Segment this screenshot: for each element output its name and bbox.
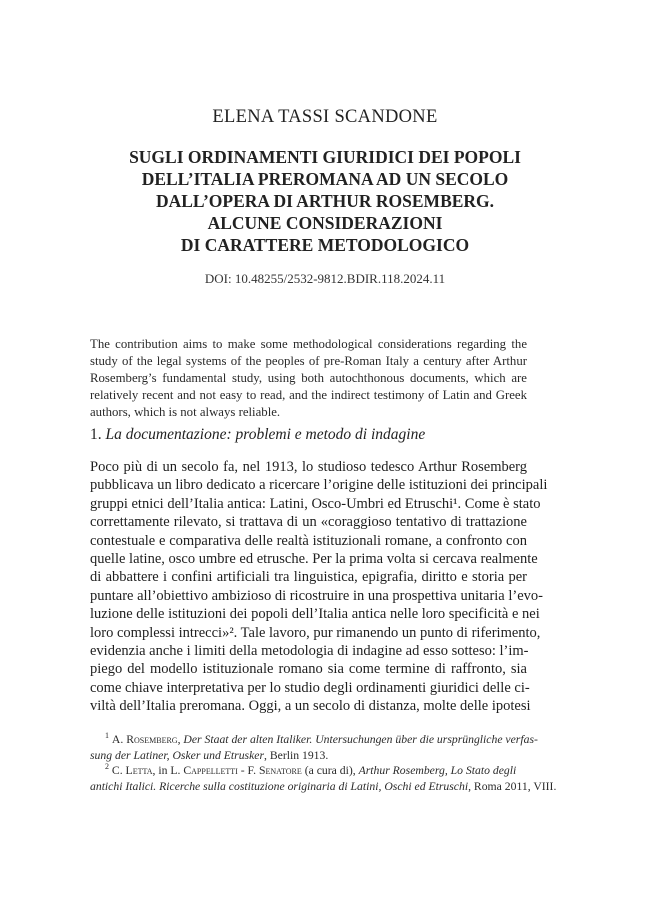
title-line: ALCUNE CONSIDERAZIONI xyxy=(207,213,443,233)
footnote-2 xyxy=(90,763,527,779)
body-line: quelle latine, osco umbre ed etrusche. Per la prima volta si cercava realmente xyxy=(90,550,538,567)
footnote-2-cont xyxy=(90,779,557,795)
footnote-text: , in L. xyxy=(152,764,184,777)
body-line: viltà dell’Italia preromana. Oggi, a un secolo di distanza, molte delle ipotesi xyxy=(90,698,531,715)
title-line: DI CARATTERE METODOLOGICO xyxy=(180,235,470,255)
abstract: The contribution aims to make some methodological considerations regarding the study of the legal systems of the peoples of pre-Roman Italy a century after Arthur Rosemberg’s fundamental study, using both autochthonous documents, which are relatively recent and not easy to read, and the indirect testimony of Latin and Greek authors, which is not always reliable. xyxy=(90,337,527,419)
body-text xyxy=(90,458,548,715)
body-line: pubblicava un libro dedicato a ricercare l’origine delle istituzioni dei principali xyxy=(90,477,548,494)
footnote-1-cont xyxy=(90,748,527,764)
body-line: puntare all’obiettivo ambizioso di ricostruire in una prospettiva unitaria l’evo- xyxy=(90,587,543,604)
body-line: luzione delle istituzioni dei popoli dell’Italia antica nelle loro specificità e nei xyxy=(90,606,540,623)
body-line: correttamente rilevato, si trattava di un «coraggioso tentativo di trattazione xyxy=(90,514,527,531)
doi: DOI: 10.48255/2532-9812.BDIR.118.2024.11 xyxy=(204,271,446,286)
footnote-rest: , Roma 2011, VIII. xyxy=(468,779,557,793)
footnote-mark: 2 xyxy=(105,762,109,772)
footnote-text: (a cura di), xyxy=(301,764,359,777)
footnote-1: $^1$ A. Rosemberg, Der Staat der alten Italiker. Untersuchungen über die ursprüngliche verfas- xyxy=(105,731,538,746)
section-heading xyxy=(90,426,527,444)
footnote-title: Der Staat der alten Italiker. Untersuchungen über die ursprüngliche verfas- xyxy=(183,733,538,746)
body-line: Poco più di un secolo fa, nel 1913, lo studioso tedesco Arthur Rosemberg xyxy=(90,459,527,475)
footnotes xyxy=(90,731,557,794)
footnote-editor: Cappelletti xyxy=(183,764,238,777)
title-line: DELL’ITALIA PREROMANA AD UN SECOLO xyxy=(141,169,509,189)
section-number: 1. xyxy=(90,426,102,443)
body-line: loro complessi intrecci»². Tale lavoro, pur rimanendo un punto di riferimento, xyxy=(90,624,541,641)
footnote-rest: , Berlin 1913. xyxy=(264,748,329,762)
title-line: DALL’OPERA DI ARTHUR ROSEMBERG. xyxy=(155,191,495,211)
footnote-author: A. Rosemberg xyxy=(111,733,178,746)
body-line: contestuale e comparativa delle realtà istituzionali romane, a confronto con xyxy=(90,532,527,549)
section-title: La documentazione: problemi e metodo di indagine xyxy=(105,426,426,443)
paper-title xyxy=(80,146,570,256)
body-line: evidenzia anche i limiti della metodologia di indagine ad esso sotteso: l’im- xyxy=(90,642,529,659)
footnote-editor: Senatore xyxy=(258,764,302,777)
footnote-title: Arthur Rosemberg, Lo Stato degli xyxy=(358,764,517,777)
body-line: di abbattere i confini artificiali tra linguistica, epigrafia, diritto e storia per xyxy=(90,569,527,586)
body-line: gruppi etnici dell’Italia antica: Latini, Osco-Umbri ed Etruschi¹. Come è stato xyxy=(90,495,541,512)
title-line: SUGLI ORDINAMENTI GIURIDICI DEI POPOLI xyxy=(129,147,521,167)
body-line: come chiave interpretativa per lo studio degli ordinamenti giuridici delle ci- xyxy=(90,679,530,696)
body-line: piego del modello istituzionale romano sia come termine di raffronto, sia xyxy=(90,661,527,678)
footnote-title: sung der Latiner, Osker und Etrusker xyxy=(90,748,265,762)
footnote-mark: 1 xyxy=(105,731,109,741)
author-name: ELENA TASSI SCANDONE xyxy=(212,107,438,127)
footnote-text: - F. xyxy=(237,764,259,777)
footnote-title: antichi Italici. Ricerche sulla costituzione originaria di Latini, Oschi ed Etruschi xyxy=(90,779,469,793)
footnote-author: C. Letta xyxy=(111,764,153,777)
